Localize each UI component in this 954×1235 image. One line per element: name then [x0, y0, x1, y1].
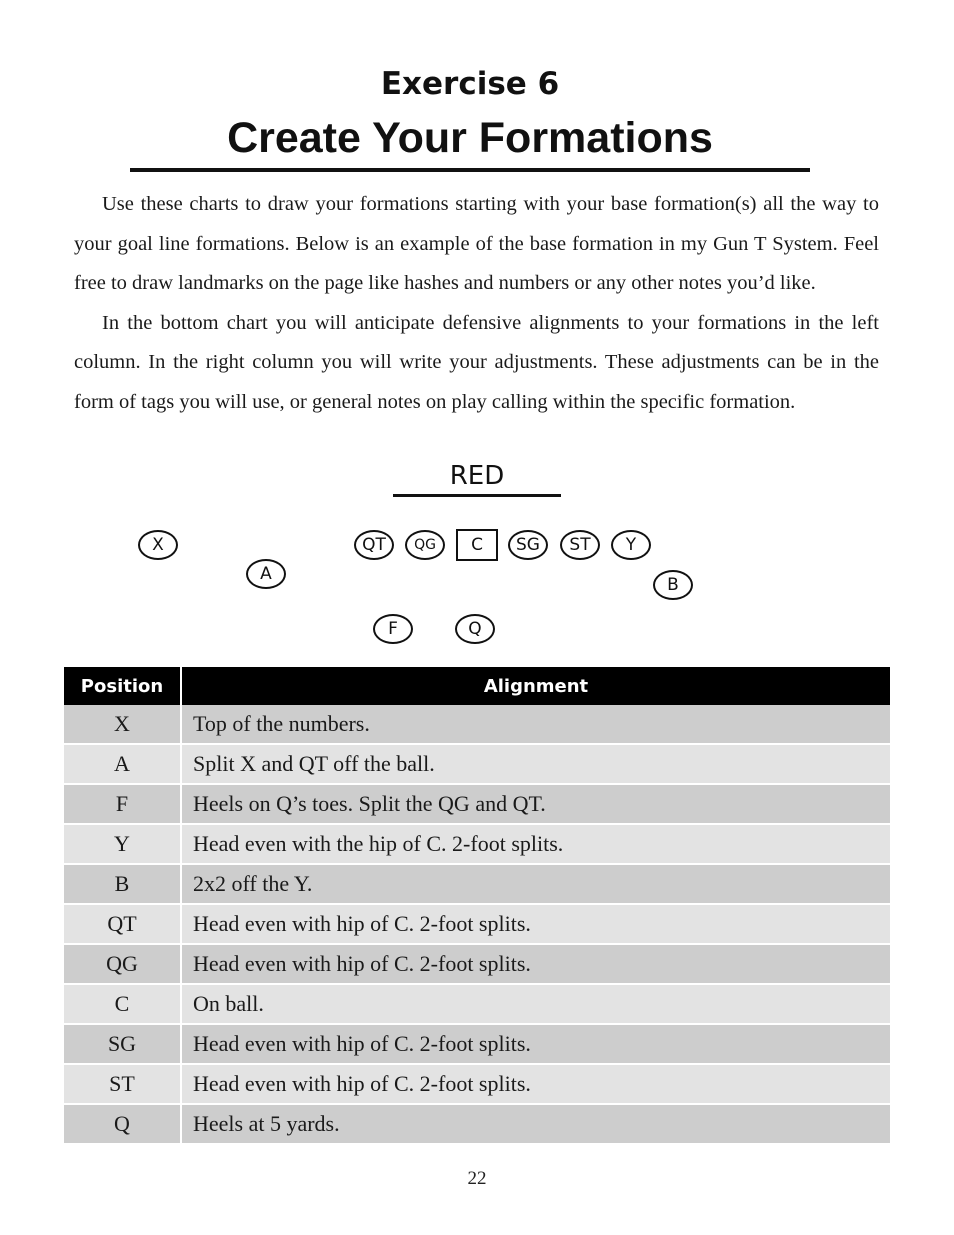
position-cell: QT [64, 904, 181, 944]
formation-label: RED [393, 461, 561, 497]
column-header-position: Position [64, 667, 181, 705]
alignment-cell: Head even with hip of C. 2-foot splits. [181, 944, 890, 984]
intro-text [74, 185, 879, 422]
alignment-cell: Head even with hip of C. 2-foot splits. [181, 1064, 890, 1104]
table-row [64, 1104, 890, 1144]
table-row [64, 824, 890, 864]
player-y: Y [611, 530, 651, 560]
player-qt: QT [354, 530, 394, 560]
player-a: A [246, 559, 286, 589]
player-qg: QG [405, 530, 445, 560]
column-header-alignment: Alignment [181, 667, 890, 705]
position-cell: SG [64, 1024, 181, 1064]
player-st: ST [560, 530, 600, 560]
position-cell: Q [64, 1104, 181, 1144]
player-f: F [373, 614, 413, 644]
exercise-heading: Exercise 6 [380, 66, 560, 102]
alignment-cell: Head even with hip of C. 2-foot splits. [181, 904, 890, 944]
position-cell: C [64, 984, 181, 1024]
table-row [64, 744, 890, 784]
table-row [64, 1024, 890, 1064]
position-cell: QG [64, 944, 181, 984]
table-row [64, 705, 890, 744]
intro-paragraph-1: Use these charts to draw your formations starting with your base formation(s) all the way to your goal line formations. Below is an example of the base formation in my Gun T System. Feel free to draw landmarks on the page like hashes and numbers or any other notes you’d like. [74, 193, 879, 294]
page-title: Create Your Formations [130, 114, 810, 172]
table-row [64, 944, 890, 984]
alignment-cell: Heels at 5 yards. [181, 1104, 890, 1144]
player-x: X [138, 530, 178, 560]
alignment-cell: 2x2 off the Y. [181, 864, 890, 904]
table-row [64, 784, 890, 824]
position-cell: ST [64, 1064, 181, 1104]
table-header-row [64, 667, 890, 705]
position-cell: X [64, 705, 181, 744]
page-number: 22 [467, 1168, 487, 1189]
player-b: B [653, 570, 693, 600]
position-cell: Y [64, 824, 181, 864]
position-cell: B [64, 864, 181, 904]
alignment-cell: Heels on Q’s toes. Split the QG and QT. [181, 784, 890, 824]
alignment-cell: Split X and QT off the ball. [181, 744, 890, 784]
alignment-cell: Top of the numbers. [181, 705, 890, 744]
player-q: Q [455, 614, 495, 644]
table-row [64, 984, 890, 1024]
table-row [64, 1064, 890, 1104]
position-cell: A [64, 744, 181, 784]
intro-paragraph-2: In the bottom chart you will anticipate defensive alignments to your formations in the left column. In the right column you will write your adjustments. These adjustments can be in the form of tags you will use, or general notes on play calling within the specific formation. [74, 311, 879, 413]
player-c: C [456, 529, 498, 561]
alignment-cell: Head even with hip of C. 2-foot splits. [181, 1024, 890, 1064]
table-row [64, 864, 890, 904]
player-sg: SG [508, 530, 548, 560]
position-cell: F [64, 784, 181, 824]
alignment-cell: Head even with the hip of C. 2-foot splits. [181, 824, 890, 864]
alignment-table [64, 667, 890, 1145]
alignment-cell: On ball. [181, 984, 890, 1024]
table-row [64, 904, 890, 944]
